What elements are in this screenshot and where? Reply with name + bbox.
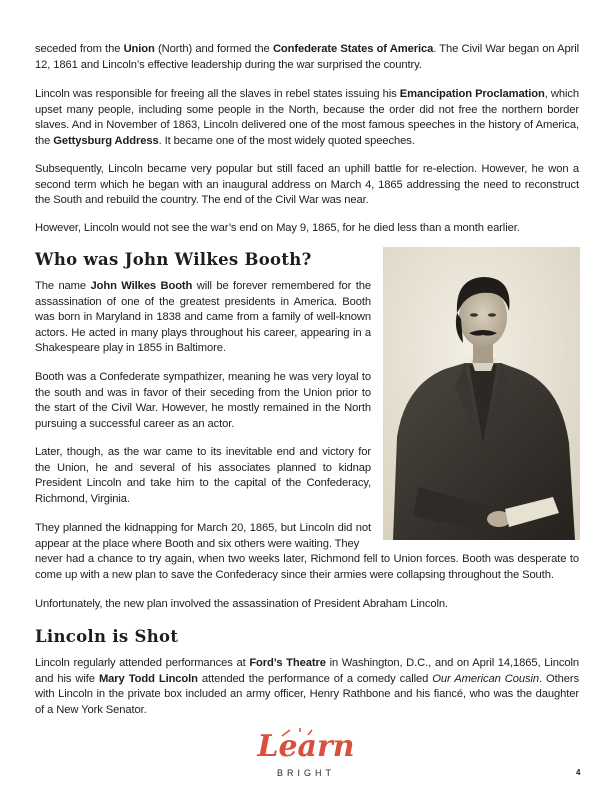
heading-booth: Who was John Wilkes Booth? — [35, 250, 312, 269]
paragraph-booth-sympathizer: Booth was a Confederate sympathizer, meaning he was very loyal to the south and was in favor of their seceding from the Union prior to the start of the Civil War. However, he mostly remained in the North pursuing a successful career as an actor. — [35, 371, 371, 430]
logo-word: Learn — [257, 729, 355, 764]
paragraph-war-end: However, Lincoln would not see the war’s end on May 9, 1865, for he died less than a month earlier. — [35, 222, 520, 234]
paragraph-second-term: Subsequently, Lincoln became very popular but still faced an uphill battle for re-election. However, he won a second term which he began with an inaugural address on March 4, 1865 addressing the need to reconstruct the South and rebuild the country. The end of the Civil War was near. — [35, 163, 579, 207]
paragraph-booth-intro: The name John Wilkes Booth will be forever remembered for the assassination of one of the greatest presidents in America. Booth was born in Maryland in 1838 and came from a family of well-known actors. He acted in many plays throughout his career, appearing in a Shakespeare play in 1855 in Baltimore. — [35, 280, 371, 355]
heading-lincoln-shot: Lincoln is Shot — [35, 627, 179, 646]
footer — [0, 728, 612, 788]
paragraph-kidnap-date: They planned the kidnapping for March 20, 1865, but Lincoln did not appear at the place where Booth and six others were waiting. They — [35, 522, 371, 550]
booth-portrait-image — [383, 247, 580, 540]
paragraph-fords-theatre: Lincoln regularly attended performances at Ford’s Theatre in Washington, D.C., and on April 14,1865, Lincoln and his wife Mary Todd Lincoln attended the performance of a comedy called Our American Cousin. Others with Lincoln in the private box included an army officer, Henry Rathbone and his fiancé, who was the daughter of a New York Senator. — [35, 657, 579, 716]
paragraph-kidnap-plan: Later, though, as the war came to its inevitable end and victory for the Union, he and several of his associates planned to kidnap President Lincoln and take him to the capital of the Confederacy, Richmond, Virginia. — [35, 446, 371, 505]
page-number: 4 — [576, 768, 581, 777]
logo-sub: BRIGHT — [276, 768, 336, 778]
learn-bright-logo — [0, 728, 612, 788]
paragraph-new-plan: Unfortunately, the new plan involved the assassination of President Abraham Lincoln. — [35, 598, 449, 610]
paragraph-emancipation: Lincoln was responsible for freeing all the slaves in rebel states issuing his Emancipation Proclamation, which upset many people, including some people in the North, because the order did not free the northern border slaves. And in November of 1863, Lincoln delivered one of the most famous speeches in the history of America, the Gettysburg Address. It became one of the most widely quoted speeches. — [35, 88, 579, 147]
paragraph-civil-war: seceded from the Union (North) and formed the Confederate States of America. The Civil War began on April 12, 1861 and Lincoln’s effective leadership during the war surprised the country. — [35, 43, 579, 71]
booth-portrait-photo — [383, 247, 580, 540]
paragraph-kidnap-failure: never had a chance to try again, when two weeks later, Richmond fell to Union forces. Booth was desperate to come up with a new plan to save the Confederacy since their armies were collapsing throughout the South. — [35, 553, 579, 581]
